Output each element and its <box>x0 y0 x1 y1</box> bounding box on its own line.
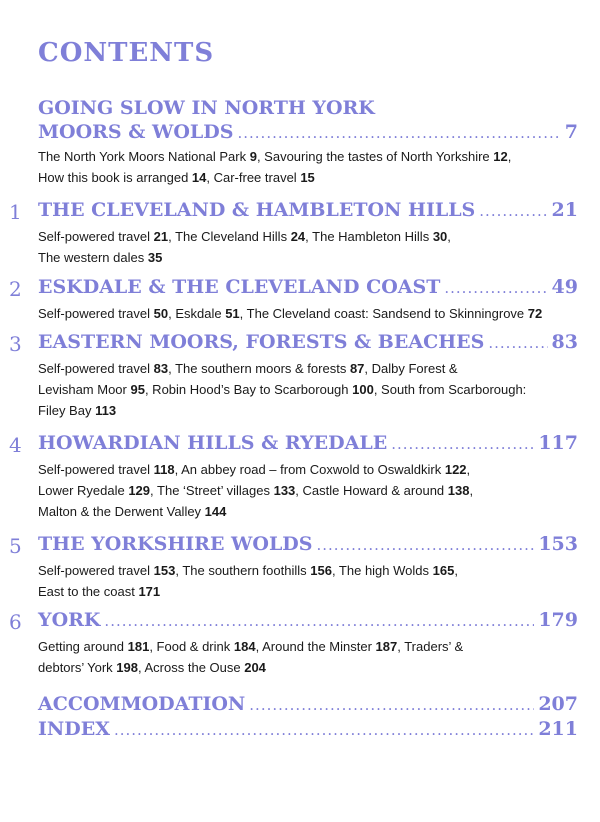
section-page-number: 171 <box>138 584 161 599</box>
section-page-number: 204 <box>244 660 266 675</box>
back-matter-title: ACCOMMODATION <box>38 693 246 715</box>
section-page-number: 138 <box>447 483 470 498</box>
section-page-number: 198 <box>116 660 138 675</box>
section-name: , The Cleveland Hills <box>168 229 291 244</box>
intro-title-line1: GOING SLOW IN NORTH YORK <box>38 97 375 119</box>
chapter-number: 6 <box>9 610 22 634</box>
section-page-number: 118 <box>153 462 175 477</box>
section-page-number: 87 <box>349 361 365 376</box>
back-matter-page-number: 211 <box>538 718 578 740</box>
intro-entry-heading[interactable] <box>38 121 578 147</box>
chapter-title: THE YORKSHIRE WOLDS <box>38 533 313 555</box>
intro-page-number: 7 <box>564 121 578 143</box>
dot-leader <box>488 334 547 352</box>
section-page-number: 83 <box>153 361 169 376</box>
chapter-title: EASTERN MOORS, FORESTS & BEACHES <box>38 331 485 353</box>
dot-leader <box>237 124 560 142</box>
section-page-number: 35 <box>147 250 163 265</box>
section-page-number: 113 <box>95 403 117 418</box>
section-name: , The southern foothills <box>175 563 311 578</box>
chapter-page-number: 83 <box>551 331 578 353</box>
dot-leader <box>249 696 534 714</box>
section-name: , <box>507 149 512 164</box>
chapter-title: HOWARDIAN HILLS & RYEDALE <box>38 432 388 454</box>
section-name: , Savouring the tastes of North Yorkshire <box>256 149 494 164</box>
chapter-sections <box>38 636 578 678</box>
section-page-number: 30 <box>432 229 448 244</box>
back-matter-heading[interactable] <box>38 718 578 744</box>
section-name: The western dales <box>38 250 148 265</box>
section-name: , The Hambleton Hills <box>305 229 433 244</box>
chapter-sections <box>38 560 578 602</box>
section-name: , Robin Hood’s Bay to Scarborough <box>144 382 353 397</box>
section-name: How this book is arranged <box>38 170 192 185</box>
section-page-number: 72 <box>527 306 543 321</box>
section-name: , Across the Ouse <box>138 660 245 675</box>
dot-leader <box>104 612 534 630</box>
chapter-sections <box>38 303 578 324</box>
intro-sections <box>38 146 578 188</box>
chapter-number: 4 <box>9 433 22 457</box>
section-name: , The southern moors & forests <box>168 361 350 376</box>
section-name: , <box>447 229 451 244</box>
section-name: East to the coast <box>38 584 139 599</box>
section-name: Self-powered travel <box>38 462 154 477</box>
chapter-title: ESKDALE & THE CLEVELAND COAST <box>38 276 441 298</box>
section-name: debtors’ York <box>38 660 117 675</box>
back-matter-title: INDEX <box>38 718 110 740</box>
dot-leader <box>444 279 547 297</box>
dot-leader <box>391 435 534 453</box>
section-name: Getting around <box>38 639 128 654</box>
section-page-number: 133 <box>273 483 296 498</box>
chapter-page-number: 117 <box>538 432 578 454</box>
chapter-page-number: 21 <box>551 199 578 221</box>
section-name: , Castle Howard & around <box>295 483 448 498</box>
section-page-number: 153 <box>153 563 176 578</box>
section-name: , <box>469 483 474 498</box>
back-matter-page-number: 207 <box>538 693 578 715</box>
section-line <box>38 657 578 678</box>
section-line <box>38 167 578 188</box>
section-line <box>38 358 578 379</box>
section-name: , Traders’ & <box>397 639 464 654</box>
chapter-heading[interactable] <box>38 609 578 635</box>
section-line <box>38 501 578 522</box>
section-name: , Dalby Forest & <box>364 361 458 376</box>
section-page-number: 129 <box>128 483 151 498</box>
section-name: , Around the Minster <box>255 639 376 654</box>
section-page-number: 156 <box>310 563 332 578</box>
chapter-number: 1 <box>9 200 22 224</box>
section-name: The North York Moors National Park <box>38 149 250 164</box>
section-page-number: 184 <box>233 639 256 654</box>
section-name: , Eskdale <box>168 306 226 321</box>
chapter-page-number: 153 <box>538 533 578 555</box>
dot-leader <box>479 202 547 220</box>
section-page-number: 24 <box>290 229 306 244</box>
section-page-number: 12 <box>493 149 508 164</box>
chapter-heading[interactable] <box>38 276 578 302</box>
chapter-number: 5 <box>9 534 22 558</box>
chapter-title: YORK <box>38 609 101 631</box>
dot-leader <box>114 721 534 739</box>
section-line <box>38 636 578 657</box>
section-name: Self-powered travel <box>38 563 154 578</box>
section-name: Self-powered travel <box>38 229 154 244</box>
section-page-number: 187 <box>375 639 398 654</box>
section-page-number: 122 <box>444 462 467 477</box>
section-page-number: 50 <box>153 306 169 321</box>
section-line <box>38 480 578 501</box>
section-name: , South from Scarborough: <box>373 382 527 397</box>
intro-title-line2: MOORS & WOLDS <box>38 121 234 143</box>
chapter-number: 2 <box>9 277 22 301</box>
section-page-number: 15 <box>300 170 315 185</box>
section-name: Self-powered travel <box>38 306 154 321</box>
section-line <box>38 379 578 400</box>
section-name: Filey Bay <box>38 403 96 418</box>
chapter-number: 3 <box>9 332 22 356</box>
section-line <box>38 226 578 247</box>
chapter-heading[interactable] <box>38 432 578 458</box>
section-page-number: 144 <box>204 504 227 519</box>
chapter-sections <box>38 358 578 421</box>
section-name: , The Cleveland coast: Sandsend to Skinningrove <box>239 306 528 321</box>
section-page-number: 14 <box>191 170 207 185</box>
section-page-number: 100 <box>352 382 374 397</box>
section-page-number: 95 <box>130 382 145 397</box>
section-name: , An abbey road – from Coxwold to Oswaldkirk <box>174 462 445 477</box>
section-name: , Car-free travel <box>206 170 301 185</box>
section-name: Malton & the Derwent Valley <box>38 504 205 519</box>
section-line <box>38 560 578 581</box>
section-name: Lower Ryedale <box>38 483 129 498</box>
chapter-title: THE CLEVELAND & HAMBLETON HILLS <box>38 199 476 221</box>
section-line <box>38 400 578 421</box>
chapter-heading[interactable] <box>38 533 578 559</box>
chapter-page-number: 179 <box>538 609 578 631</box>
chapter-page-number: 49 <box>551 276 578 298</box>
chapter-heading[interactable] <box>38 331 578 357</box>
section-line <box>38 459 578 480</box>
section-page-number: 181 <box>127 639 150 654</box>
section-name: Levisham Moor <box>38 382 131 397</box>
section-name: , <box>466 462 471 477</box>
section-line <box>38 303 578 324</box>
section-page-number: 165 <box>432 563 455 578</box>
back-matter-heading[interactable] <box>38 693 578 719</box>
section-line <box>38 581 578 602</box>
section-page-number: 21 <box>153 229 169 244</box>
section-name: , The high Wolds <box>331 563 433 578</box>
dot-leader <box>317 536 535 554</box>
chapter-heading[interactable] <box>38 199 578 225</box>
section-name: , <box>454 563 458 578</box>
section-page-number: 51 <box>225 306 240 321</box>
section-page-number: 9 <box>249 149 257 164</box>
section-line <box>38 146 578 167</box>
section-name: , The ‘Street’ villages <box>150 483 274 498</box>
chapter-sections <box>38 226 578 268</box>
page-title: CONTENTS <box>38 38 215 68</box>
section-line <box>38 247 578 268</box>
section-name: Self-powered travel <box>38 361 154 376</box>
chapter-sections <box>38 459 578 522</box>
section-name: , Food & drink <box>149 639 234 654</box>
